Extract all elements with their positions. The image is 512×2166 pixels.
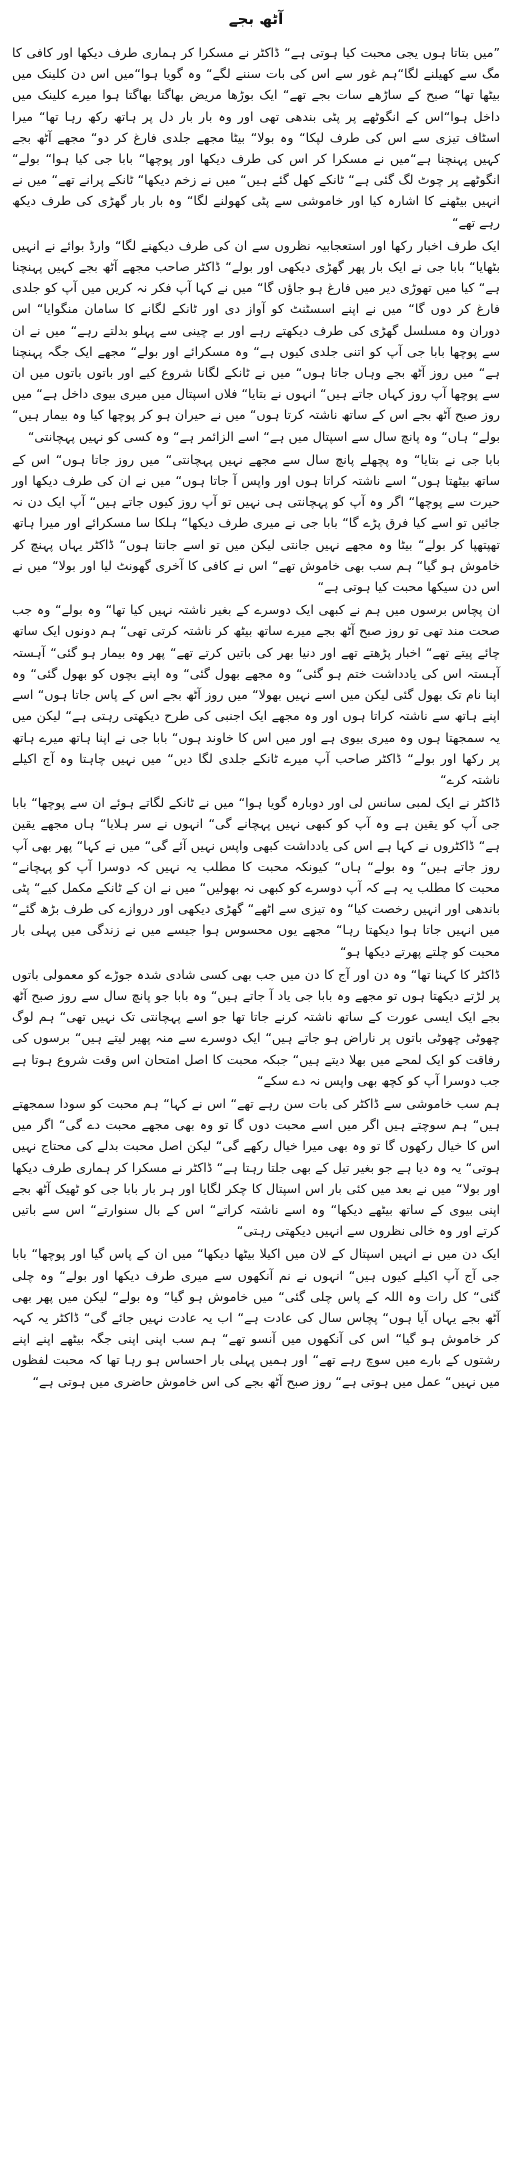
article-paragraph: ”میں بتاتا ہوں یجی محبت کیا ہوتی ہے“ ڈاکٹر نے مسکرا کر ہماری طرف دیکھا اور کافی کا مگ سے کھیلنے لگا“ہم غور سے اس کی بات سننے لگے“ وہ گویا ہوا“میں اس دن کلینک میں بیٹھا تھا“ صبح کے ساڑھے سات بجے تھے“ ایک بوڑھا مریض بھاگتا بھاگتا ہوا میرے کلینک میں داخل ہوا“اس کے انگوٹھے پر پٹی بندھی تھی اور وہ بار بار دل پر ہاتھ رکھ رہا تھا“ میرا اسٹاف تیزی سے اس کی طرف لپکا“ وہ بولا“ بیٹا مجھے جلدی فارغ کر دو“ مجھے آٹھ بجے کہیں پہنچنا ہے“میں نے مسکرا کر اس کی طرف دیکھا اور پوچھا“ بابا جی کیا ہوا“ بولے“ انگوٹھے پر چوٹ لگ گئی ہے“ ٹانکے کھل گئے ہیں“ میں نے زخم دیکھا“ ٹانکے پرانے تھے“ میں نے انہیں بیٹھنے کا اشارہ کیا اور خاموشی سے پٹی کھولنے لگا“ وہ بار بار گھڑی کی طرف دیکھ رہے تھے“ bbox=[12, 45, 500, 230]
article-title: آٹھ بجے bbox=[228, 10, 284, 28]
article-paragraph: ان پچاس برسوں میں ہم نے کبھی ایک دوسرے کے بغیر ناشتہ نہیں کیا تھا“ وہ بولے“ وہ جب صحت مند تھی تو روز صبح آٹھ بجے میرے ساتھ بیٹھ کر ناشتہ کرتی تھی“ ہم دونوں ایک ساتھ چائے پیتے تھے“ اخبار پڑھتے تھے اور دنیا بھر کی باتیں کرتے تھے“ پھر وہ بیمار ہو گئی“ آہستہ آہستہ اس کی یادداشت ختم ہو گئی“ وہ مجھے بھول گئی“ وہ اپنے بچوں کو بھول گئی“ وہ اپنا نام تک بھول گئی لیکن میں اسے نہیں بھولا“ میں روز آٹھ بجے اس کے پاس جاتا ہوں“ اسے اپنے ہاتھ سے ناشتہ کراتا ہوں اور وہ مجھے ایک اجنبی کی طرح دیکھتی رہتی ہے“ لیکن میں یہ سمجھتا ہوں وہ میری بیوی ہے اور میں اس کا خاوند ہوں“ بابا جی نے اپنا ہاتھ میرے ہاتھ پر رکھا اور بولے“ ڈاکٹر صاحب آپ میرے ٹانکے جلدی لگا دیں“ میں نہیں چاہتا وہ آج اکیلے ناشتہ کرے“ bbox=[12, 602, 500, 787]
article-paragraph: بابا جی نے بتایا“ وہ پچھلے پانچ سال سے مجھے نہیں پہچانتی“ میں روز جاتا ہوں“ اس کے ساتھ بیٹھتا ہوں“ اسے ناشتہ کراتا ہوں اور واپس آ جاتا ہوں“ میں نے ان کی طرف دیکھا اور حیرت سے پوچھا“ اگر وہ آپ کو پہچانتی ہی نہیں تو آپ روز کیوں جاتے ہیں“ آپ ایک دن نہ جائیں تو اسے کیا فرق پڑے گا“ بابا جی نے میری طرف دیکھا“ ہلکا سا مسکرائے اور میرا ہاتھ تھپتھپا کر بولے“ بیٹا وہ مجھے نہیں جانتی لیکن میں تو اسے جانتا ہوں“ ڈاکٹر یہاں پہنچ کر خاموش ہو گیا“ ہم سب بھی خاموش تھے“ اس نے کافی کا آخری گھونٹ لیا اور بولا“ میں نے اس دن سیکھا محبت کیا ہوتی ہے“ bbox=[12, 451, 500, 595]
article-paragraph: ڈاکٹر کا کہنا تھا“ وہ دن اور آج کا دن میں جب بھی کسی شادی شدہ جوڑے کو معمولی باتوں پر لڑتے دیکھتا ہوں تو مجھے وہ بابا جی یاد آ جاتے ہیں“ وہ بابا جو پانچ سال سے روز صبح آٹھ بجے ایک ایسی عورت کے ساتھ ناشتہ کرنے جاتا تھا جو اسے پہچانتی تک نہیں تھی“ ہم لوگ چھوٹی چھوٹی باتوں پر ناراض ہو جاتے ہیں“ ایک دوسرے سے منہ پھیر لیتے ہیں“ برسوں کی رفاقت کو ایک لمحے میں بھلا دیتے ہیں“ جبکہ محبت کا اصل امتحان اس وقت شروع ہوتا ہے جب دوسرا آپ کو کچھ بھی واپس نہ دے سکے“ bbox=[12, 966, 500, 1088]
article-paragraph: ڈاکٹر نے ایک لمبی سانس لی اور دوبارہ گویا ہوا“ میں نے ٹانکے لگاتے ہوئے ان سے پوچھا“ بابا جی آپ کو یقین ہے وہ آپ کو کبھی نہیں پہچانے گی“ انہوں نے سر ہلایا“ ہاں مجھے یقین ہے“ ڈاکٹروں نے کہا ہے اس کی یادداشت کبھی واپس نہیں آئے گی“ میں نے کہا“ پھر بھی آپ روز جاتے ہیں“ وہ بولے“ ہاں“ کیونکہ محبت کا مطلب یہ نہیں کہ دوسرا آپ کو پہچانے“ محبت کا مطلب یہ ہے کہ آپ دوسرے کو کبھی نہ بھولیں“ میں نے ان کے ٹانکے مکمل کیے“ پٹی باندھی اور انہیں رخصت کیا“ وہ تیزی سے اٹھے“ گھڑی دیکھی اور دروازے کی طرف بڑھ گئے“ میں انہیں جاتا ہوا دیکھتا رہا“ مجھے یوں محسوس ہوا جیسے میں نے زندگی میں پہلی بار محبت کو چلتے پھرتے دیکھا ہو“ bbox=[12, 795, 500, 959]
article-paragraph: ایک دن میں نے انہیں اسپتال کے لان میں اکیلا بیٹھا دیکھا“ میں ان کے پاس گیا اور پوچھا“ بابا جی آج آپ اکیلے کیوں ہیں“ انہوں نے نم آنکھوں سے میری طرف دیکھا اور بولے“ وہ چلی گئی“ کل رات وہ اللہ کے پاس چلی گئی“ میں خاموش ہو گیا“ وہ بولے“ لیکن میں پھر بھی آٹھ بجے یہاں آیا ہوں“ پچاس سال کی عادت ہے“ اب یہ عادت نہیں جائے گی“ ڈاکٹر یہ کہہ کر خاموش ہو گیا“ اس کی آنکھوں میں آنسو تھے“ ہم سب اپنی اپنی جگہ بیٹھے اپنے اپنے رشتوں کے بارے میں سوچ رہے تھے“ اور ہمیں پہلی بار احساس ہو رہا تھا کہ محبت لفظوں میں نہیں“ عمل میں ہوتی ہے“ روز صبح آٹھ بجے کی اس خاموش حاضری میں ہوتی ہے“ bbox=[12, 1246, 500, 1389]
article-body bbox=[12, 42, 500, 1392]
article-paragraph: ہم سب خاموشی سے ڈاکٹر کی بات سن رہے تھے“ اس نے کہا“ ہم محبت کو سودا سمجھتے ہیں“ ہم سوچتے ہیں اگر میں اسے محبت دوں گا تو وہ بھی مجھے محبت دے گی“ اگر میں اس کا خیال رکھوں گا تو وہ بھی میرا خیال رکھے گی“ لیکن اصل محبت بدلے کی محتاج نہیں ہوتی“ یہ وہ دیا ہے جو بغیر تیل کے بھی جلتا رہتا ہے“ ڈاکٹر نے مسکرا کر ہماری طرف دیکھا اور بولا“ میں نے بعد میں کئی بار اس اسپتال کا چکر لگایا اور ہر بار بابا جی کو ٹھیک آٹھ بجے اپنی بیوی کے ساتھ بیٹھے دیکھا“ وہ اسے ناشتہ کراتے“ اس کے بال سنوارتے“ اس سے باتیں کرتے اور وہ خالی نظروں سے انہیں دیکھتی رہتی“ bbox=[12, 1095, 500, 1239]
article-paragraph: ایک طرف اخبار رکھا اور استعجابیہ نظروں سے ان کی طرف دیکھنے لگا“ وارڈ بوائے نے انہیں بٹھایا“ بابا جی نے ایک بار پھر گھڑی دیکھی اور بولے“ ڈاکٹر صاحب مجھے آٹھ بجے کہیں پہنچنا ہے“ کیا میں تھوڑی دیر میں فارغ ہو جاؤں گا“ میں نے کہا آپ فکر نہ کریں میں آپ کو جلدی فارغ کر دوں گا“ میں نے اپنے اسسٹنٹ کو آواز دی اور ٹانکے لگانے کا سامان منگوایا“ اس دوران وہ مسلسل گھڑی کی طرف دیکھتے رہے اور بے چینی سے پہلو بدلتے رہے“ میں نے ان سے پوچھا بابا جی آپ کو اتنی جلدی کیوں ہے“ وہ مسکرائے اور بولے“ مجھے ایک جگہ پہنچنا ہے“ میں روز آٹھ بجے وہاں جاتا ہوں“ میں نے ٹانکے لگانا شروع کیے اور باتوں باتوں میں ان سے پوچھا آپ روز کہاں جاتے ہیں“ انہوں نے بتایا“ فلاں اسپتال میں میری بیوی داخل ہے“ میں روز صبح آٹھ بجے اس کے ساتھ ناشتہ کرتا ہوں“ میں نے حیران ہو کر پوچھا کیا وہ بیمار ہیں“ بولے“ ہاں“ وہ پانچ سال سے اسپتال میں ہے“ اسے الزائمر ہے“ وہ کسی کو نہیں پہچانتی“ bbox=[12, 237, 500, 444]
